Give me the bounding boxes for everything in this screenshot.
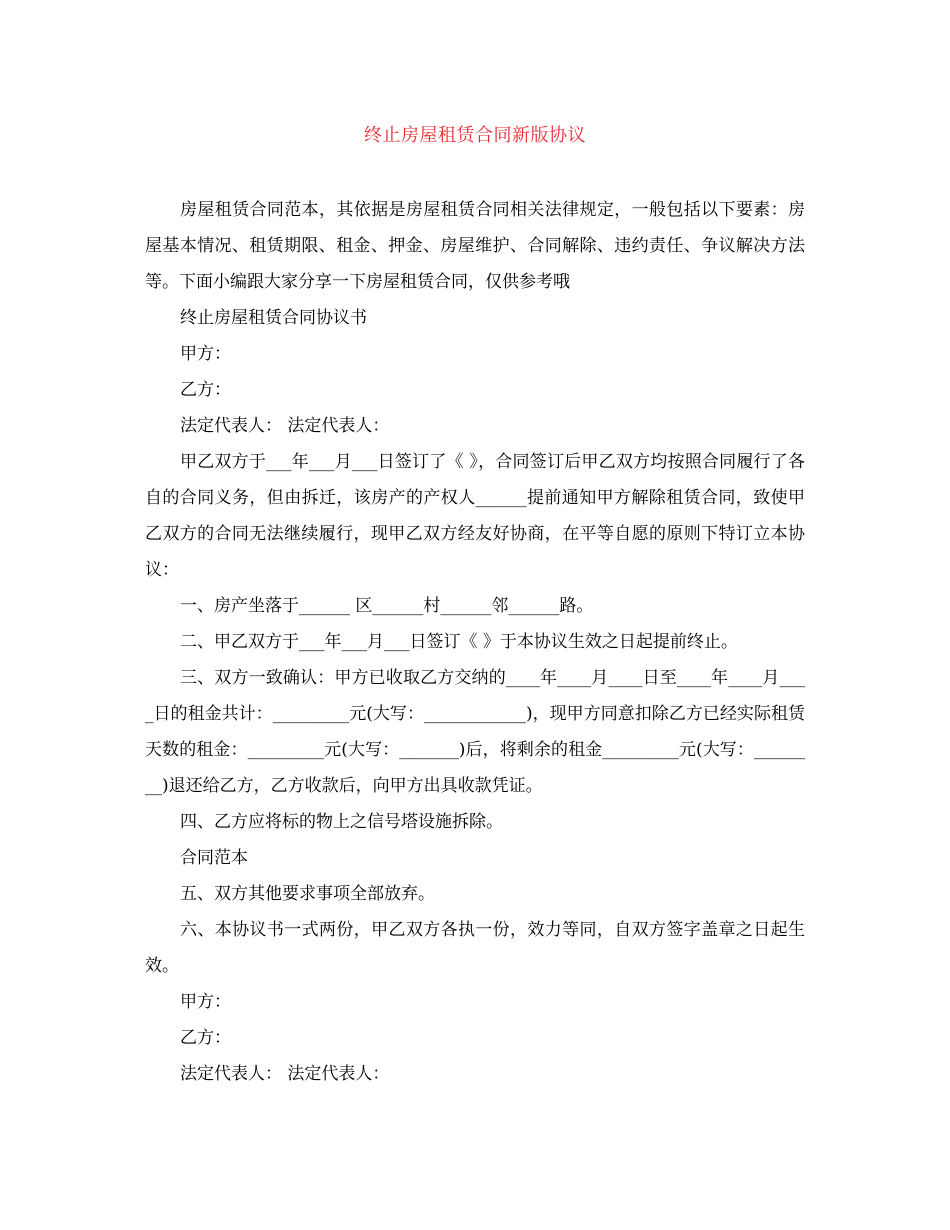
paragraph-clause-6: 六、本协议书一式两份，甲乙双方各执一份，效力等同，自双方签字盖章之日起生效。 (145, 920, 805, 976)
paragraph-agreement-heading: 终止房屋租赁合同协议书 (180, 308, 367, 328)
paragraph-signature-representatives: 法定代表人： 法定代表人： (180, 1064, 390, 1084)
paragraph-intro: 房屋租赁合同范本，其依据是房屋租赁合同相关法律规定，一般包括以下要素：房屋基本情况、租赁期限、租金、押金、房屋维护、合同解除、违约责任、争议解决方法等。下面小编跟大家分享一下房屋租赁合同，仅供参考哦 (145, 200, 805, 292)
paragraph-legal-representatives: 法定代表人： 法定代表人： (180, 416, 390, 436)
paragraph-clause-2: 二、甲乙双方于___年___月___日签订《 》于本协议生效之日起提前终止。 (180, 632, 738, 652)
paragraph-party-b: 乙方： (180, 380, 231, 400)
paragraph-party-a: 甲方： (180, 344, 231, 364)
paragraph-signature-party-b: 乙方： (180, 1028, 231, 1048)
paragraph-clause-5: 五、双方其他要求事项全部放弃。 (180, 884, 435, 904)
paragraph-signature-party-a: 甲方： (180, 992, 231, 1012)
document-body (145, 192, 805, 1092)
paragraph-clause-3: 三、双方一致确认：甲方已收取乙方交纳的____年____月____日至____年____月____日的租金共计：_________元(大写：____________)，现甲方同意扣除乙方已经实际租赁天数的租金：_________元(大写：_______)后，将剩余的租金_________元(大写：________)退还给乙方，乙方收款后，向甲方出具收款凭证。 (145, 668, 805, 796)
document-title: 终止房屋租赁合同新版协议 (364, 125, 586, 146)
paragraph-clause-4: 四、乙方应将标的物上之信号塔设施拆除。 (180, 812, 503, 832)
paragraph-contract-template: 合同范本 (180, 848, 248, 868)
paragraph-background: 甲乙双方于___年___月___日签订了《 》，合同签订后甲乙双方均按照合同履行了各自的合同义务，但由拆迁，该房产的产权人______提前通知甲方解除租赁合同，致使甲乙双方的合同无法继续履行，现甲乙双方经友好协商，在平等自愿的原则下特订立本协议： (145, 452, 805, 580)
paragraph-clause-1: 一、房产坐落于______ 区______村______邻______路。 (180, 596, 594, 616)
